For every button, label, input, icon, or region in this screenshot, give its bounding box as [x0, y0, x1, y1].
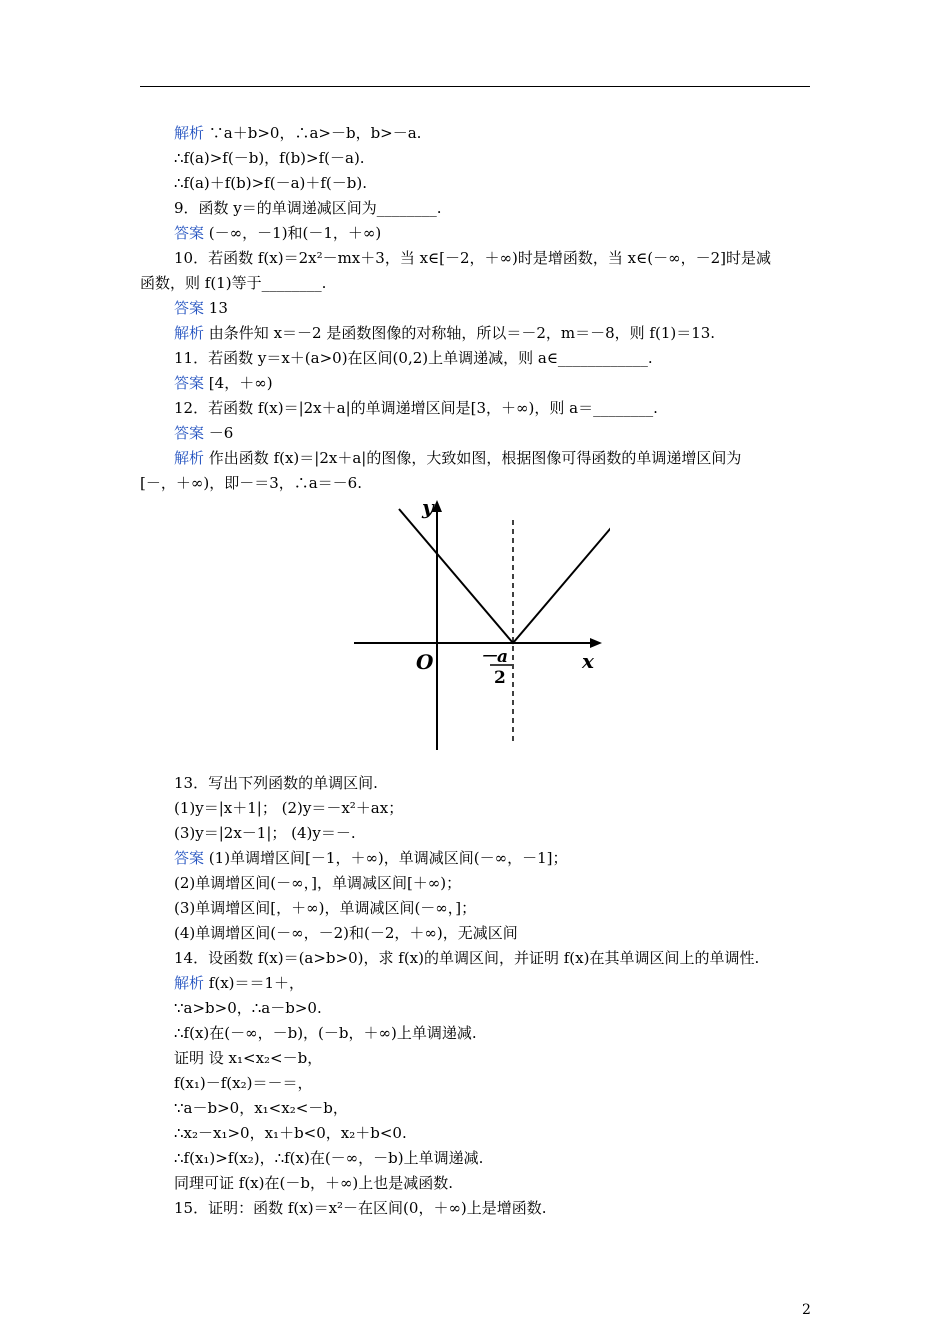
x-label: x [582, 649, 594, 673]
line-14: 解析 作出函数 f(x)＝|2x＋a|的图像，大致如图，根据图像可得函数的单调递增区间为 [174, 449, 742, 467]
origin-label: O [416, 650, 434, 674]
x-axis-arrow [590, 638, 602, 648]
line-11: 答案 [4，＋∞) [174, 374, 273, 392]
line-23: 14．设函数 f(x)＝(a>b>0)，求 f(x)的单调区间，并证明 f(x)在其单调区间上的单调性. [174, 949, 760, 967]
line-24: 解析 f(x)＝＝1＋， [174, 974, 305, 992]
line-2: ∴f(a)>f(－b)，f(b)>f(－a). [174, 149, 365, 167]
line-17: (1)y＝|x＋1|； (2)y＝－x²＋ax； [174, 799, 404, 817]
line-26: ∴f(x)在(－∞，－b)，(－b，＋∞)上单调递减. [174, 1024, 477, 1042]
page-number: 2 [802, 1302, 811, 1318]
line-16: 13．写出下列函数的单调区间. [174, 774, 378, 792]
line-9: 解析 由条件知 x＝－2 是函数图像的对称轴，所以＝－2，m＝－8，则 f(1)＝13. [174, 324, 716, 342]
line-32: 同理可证 f(x)在(－b，＋∞)上也是减函数. [174, 1174, 454, 1192]
line-20: (2)单调增区间(－∞，]，单调减区间[＋∞)； [174, 874, 462, 892]
y-label: y [422, 495, 434, 519]
line-10: 11．若函数 y＝x＋(a>0)在区间(0,2)上单调递减，则 a∈____________. [174, 349, 653, 367]
line-22: (4)单调增区间(－∞，－2)和(－2，＋∞)，无减区间 [174, 924, 518, 942]
function-curve [399, 509, 610, 643]
vertex-label-top: －a [480, 647, 509, 667]
line-21: (3)单调增区间[，＋∞)，单调减区间(－∞，]； [174, 899, 477, 917]
abs-value-graph [350, 494, 610, 754]
line-27: 证明 设 x₁<x₂<－b， [174, 1049, 323, 1067]
line-18: (3)y＝|2x－1|； (4)y＝－. [174, 824, 356, 842]
line-3: ∴f(a)＋f(b)>f(－a)＋f(－b). [174, 174, 367, 192]
line-33: 15．证明：函数 f(x)＝x²－在区间(0，＋∞)上是增函数. [174, 1199, 547, 1217]
line-4: 9．函数 y＝的单调递减区间为________. [174, 199, 442, 217]
line-28: f(x₁)－f(x₂)＝－＝， [174, 1074, 313, 1092]
line-12: 12．若函数 f(x)＝|2x＋a|的单调递增区间是[3，＋∞)，则 a＝________. [174, 399, 658, 417]
vertex-label-bottom: 2 [494, 668, 506, 688]
line-5: 答案 (－∞，－1)和(－1，＋∞) [174, 224, 382, 242]
header-rule [140, 86, 810, 87]
line-25: ∵a>b>0，∴a－b>0. [174, 999, 322, 1017]
line-29: ∵a－b>0，x₁<x₂<－b， [174, 1099, 348, 1117]
line-30: ∴x₂－x₁>0，x₁＋b<0，x₂＋b<0. [174, 1124, 407, 1142]
line-6: 10．若函数 f(x)＝2x²－mx＋3，当 x∈[－2，＋∞)时是增函数，当 x∈(－∞，－2]时是减 [174, 249, 771, 267]
line-1: 解析 ∵a＋b>0，∴a>－b，b>－a. [174, 124, 422, 142]
line-7: 函数，则 f(1)等于________. [140, 274, 327, 292]
line-31: ∴f(x₁)>f(x₂)，∴f(x)在(－∞，－b)上单调递减. [174, 1149, 484, 1167]
line-15: [－，＋∞)，即－＝3，∴a＝－6. [140, 474, 362, 492]
line-8: 答案 13 [174, 299, 228, 317]
line-19: 答案 (1)单调增区间[－1，＋∞)，单调减区间(－∞，－1]； [174, 849, 568, 867]
line-13: 答案 －6 [174, 424, 234, 442]
